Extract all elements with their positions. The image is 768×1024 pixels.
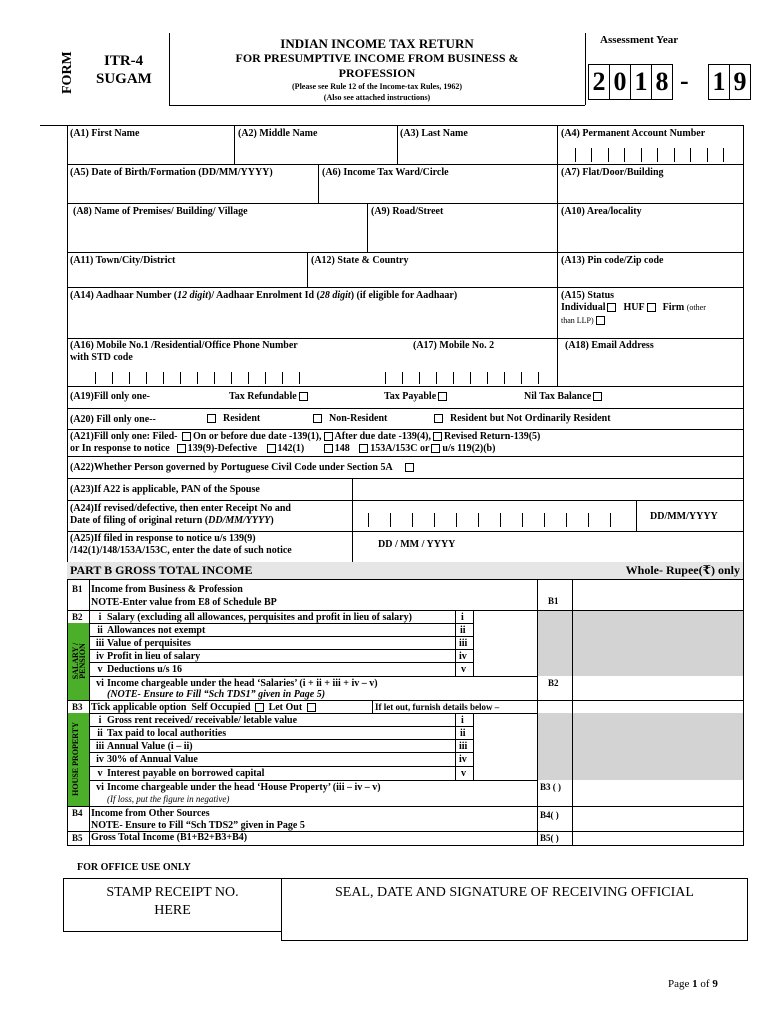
b1-text-1: Income from Business & Profession [91, 584, 243, 595]
ay-digit: 1 [708, 64, 730, 100]
a1-first-name-label: (A1) First Name [70, 128, 140, 139]
b2-row-ii: ii Allowances not exempt [97, 625, 206, 636]
a1-first-name-field[interactable] [68, 140, 233, 163]
a2-middle-name-label: (A2) Middle Name [238, 128, 318, 139]
title-line-1: INDIAN INCOME TAX RETURN [280, 36, 474, 51]
stamp-receipt-text-1: STAMP RECEIPT NO. [106, 885, 239, 900]
b3-amount-field[interactable] [573, 701, 742, 805]
b2-row-iv: iv Profit in lieu of salary [96, 651, 201, 662]
a24-label-1: (A24)If revised/defective, then enter Receipt No and [70, 503, 291, 514]
b3-row-iv: iv 30% of Annual Value [96, 754, 198, 765]
tax-refundable-checkbox[interactable] [299, 392, 308, 401]
b2-amount-field[interactable] [573, 611, 742, 700]
ay-digit: 9 [729, 64, 751, 100]
a18-email-label: (A18) Email Address [565, 340, 654, 351]
a14-aadhaar-label: (A14) Aadhaar Number (12 digit)/ Aadhaar Enrolment Id (28 digit) (if eligible for Aadhaar) [70, 290, 458, 301]
a13-pin-label: (A13) Pin code/Zip code [561, 255, 664, 266]
b2-box-label: B2 [548, 678, 559, 688]
a22-label: (A22)Whether Person governed by Portuguese Civil Code under Section 5A [70, 462, 416, 473]
b2-row-vi: vi Income chargeable under the head ‘Salaries’ (i + ii + iii + iv – v) [96, 678, 378, 689]
b3-code: B3 [72, 702, 83, 712]
a7-flat-label: (A7) Flat/Door/Building [561, 167, 664, 178]
a12-state-field[interactable] [308, 267, 556, 286]
nonresident-checkbox[interactable] [313, 414, 322, 423]
a10-area-field[interactable] [558, 220, 742, 251]
a3-last-name-field[interactable] [398, 140, 556, 163]
b5-box-label: B5( ) [540, 833, 559, 843]
b4-text-2: NOTE- Ensure to Fill “Sch TDS2” given in Page 5 [91, 820, 305, 831]
b3-row-ii: ii Tax paid to local authorities [97, 728, 227, 739]
stamp-receipt-text-2: HERE [154, 903, 191, 918]
a2-middle-name-field[interactable] [235, 140, 396, 163]
a23-label: (A23)If A22 is applicable, PAN of the Spouse [70, 484, 260, 495]
office-use-label: FOR OFFICE USE ONLY [77, 862, 191, 873]
b2-row-i: i Salary (excluding all allowances, perquisites and profit in lieu of salary) [98, 612, 412, 623]
assessment-year-label: Assessment Year [600, 34, 679, 46]
b2-row-v: v Deductions u/s 16 [97, 664, 183, 675]
a16-mobile-label: (A16) Mobile No.1 /Residential/Office Phone Number [70, 340, 298, 351]
b4-text-1: Income from Other Sources [91, 808, 210, 819]
a16-mobile-field[interactable] [68, 364, 556, 386]
a25-label-2: /142(1)/148/153A/153C, enter the date of such notice [70, 545, 292, 556]
a5-dob-label: (A5) Date of Birth/Formation (DD/MM/YYYY) [70, 167, 273, 178]
title-note-2: (Also see attached instructions) [323, 93, 431, 102]
revised-return-checkbox[interactable] [433, 432, 442, 441]
seal-signature-box [281, 878, 748, 941]
a12-state-label: (A12) State & Country [311, 255, 409, 266]
b3-ref-ii: ii [460, 728, 466, 739]
salary-side-label: SALARY / PENSION [71, 642, 87, 680]
on-before-due-checkbox[interactable] [182, 432, 191, 441]
a9-road-field[interactable] [368, 220, 556, 251]
b3-row-iii: iii Annual Value (i – ii) [95, 741, 193, 752]
defective-checkbox[interactable] [177, 444, 186, 453]
a5-dob-field[interactable] [68, 180, 317, 202]
b1-amount-field[interactable] [573, 580, 742, 609]
a24-date-field[interactable]: DD/MM/YYYY [650, 511, 718, 522]
a24-receipt-no-field[interactable] [353, 501, 635, 530]
a20-label: (A20) Fill only one-- [70, 414, 156, 425]
a4-pan-field[interactable] [558, 140, 742, 163]
a10-area-label: (A10) Area/locality [561, 206, 642, 217]
individual-checkbox[interactable] [607, 303, 616, 312]
a19-nil-balance-option[interactable]: Nil Tax Balance [524, 391, 604, 402]
seal-signature-text: SEAL, DATE AND SIGNATURE OF RECEIVING OFFICIAL [335, 885, 694, 900]
a16-mobile-label-2: with STD code [70, 352, 133, 363]
b1-text-2: NOTE-Enter value from E8 of Schedule BP [91, 597, 277, 608]
b3-ref-iv: iv [459, 754, 467, 765]
part-b-unit: Whole- Rupee(₹) only [625, 563, 740, 577]
a19-tax-payable-option[interactable]: Tax Payable [384, 391, 449, 402]
a15-status-options: Individual HUF Firm (other [561, 302, 706, 313]
a8-premises-field[interactable] [68, 220, 366, 251]
b4-amount-field[interactable] [573, 807, 742, 830]
firm-checkbox[interactable] [596, 316, 605, 325]
after-due-checkbox[interactable] [324, 432, 333, 441]
rnor-checkbox[interactable] [434, 414, 443, 423]
huf-checkbox[interactable] [647, 303, 656, 312]
a13-pin-field[interactable] [558, 267, 742, 286]
b2-row-iii: iii Value of perquisites [95, 638, 191, 649]
b3-options: Tick applicable option Self Occupied Let Out [91, 702, 318, 713]
nil-balance-checkbox[interactable] [593, 392, 602, 401]
a11-town-label: (A11) Town/City/District [70, 255, 176, 266]
b3-ref-iii: iii [459, 741, 468, 752]
a18-email-field[interactable] [558, 352, 742, 385]
a24-label-2: Date of filing of original return (DD/MM/YYYY) [70, 515, 274, 526]
b2-ref-i: i [461, 612, 464, 623]
b5-text: Gross Total Income (B1+B2+B3+B4) [91, 832, 248, 843]
ay-digit: 1 [630, 64, 652, 100]
b1-code: B1 [72, 584, 83, 594]
tax-payable-checkbox[interactable] [438, 392, 447, 401]
a4-pan-label: (A4) Permanent Account Number [561, 128, 706, 139]
house-side-label: HOUSE PROPERTY [71, 722, 80, 796]
b1-box-label: B1 [548, 596, 559, 606]
a21-line-1: (A21)Fill only one: Filed- On or before due date -139(1), After due date -139(4), Revised Return-139(5) [70, 431, 541, 442]
a23-spouse-pan-field[interactable] [353, 479, 742, 499]
a25-date-field[interactable]: DD / MM / YYYY [378, 539, 456, 550]
a15-status-label: (A15) Status [561, 290, 615, 301]
b3-note: If let out, furnish details below – [375, 702, 500, 712]
a19-tax-refundable-option[interactable]: Tax Refundable [229, 391, 310, 402]
a8-premises-label: (A8) Name of Premises/ Building/ Village [73, 206, 248, 217]
b5-amount-field[interactable] [573, 832, 742, 844]
b4-box-label: B4( ) [540, 810, 559, 820]
a19-label: (A19)Fill only one- [70, 391, 150, 402]
title-line-2: FOR PRESUMPTIVE INCOME FROM BUSINESS & [235, 51, 519, 65]
b2-ref-iv: iv [459, 651, 467, 662]
119-2b-checkbox[interactable] [431, 444, 440, 453]
b3-row-vi: vi Income chargeable under the head ‘House Property’ (iii – iv – v) [96, 782, 381, 793]
b3-note-loss: (If loss, put the figure in negative) [107, 794, 230, 804]
a20-rnor-option[interactable]: Resident but Not Ordinarily Resident [432, 413, 611, 424]
title-line-3: PROFESSION [338, 66, 416, 80]
resident-checkbox[interactable] [207, 414, 216, 423]
a20-nonresident-option[interactable]: Non-Resident [311, 413, 387, 424]
b3-box-label: B3 ( ) [540, 782, 561, 792]
ay-digit: 2 [588, 64, 610, 100]
form-word: FORM [60, 51, 75, 94]
a25-label-1: (A25)If filed in response to notice u/s 139(9) [70, 533, 256, 544]
b2-ref-v: v [461, 664, 466, 675]
b2-ref-ii: ii [460, 625, 466, 636]
b2-ref-iii: iii [459, 638, 468, 649]
a7-flat-field[interactable] [558, 180, 742, 202]
part-b-title: PART B GROSS TOTAL INCOME [70, 563, 253, 577]
let-out-checkbox[interactable] [307, 703, 316, 712]
b4-code: B4 [72, 808, 83, 818]
a15-firm-note: than LLP) [561, 315, 607, 326]
self-occupied-checkbox[interactable] [255, 703, 264, 712]
a9-road-label: (A9) Road/Street [371, 206, 444, 217]
form-sub: SUGAM [96, 71, 152, 87]
b2-note: (NOTE- Ensure to Fill “Sch TDS1” given in Page 5) [107, 689, 326, 700]
a20-resident-option[interactable]: Resident [205, 413, 260, 424]
stamp-receipt-box [63, 878, 282, 932]
a3-last-name-label: (A3) Last Name [400, 128, 468, 139]
153a-checkbox[interactable] [359, 444, 368, 453]
portuguese-code-checkbox[interactable] [405, 463, 414, 472]
a14-aadhaar-field[interactable] [68, 303, 556, 337]
a11-town-field[interactable] [68, 267, 306, 286]
a6-ward-field[interactable] [319, 180, 556, 202]
form-name: ITR-4 [104, 53, 144, 69]
title-note-1: (Please see Rule 12 of the Income-tax Rules, 1962) [292, 82, 462, 91]
b3-ref-i: i [461, 715, 464, 726]
b3-row-i: i Gross rent received/ receivable/ letable value [98, 715, 298, 726]
ay-digit: 0 [609, 64, 631, 100]
b2-code: B2 [72, 612, 83, 622]
page-number: Page 1 of 9 [668, 978, 718, 990]
a17-mobile2-label: (A17) Mobile No. 2 [413, 340, 495, 351]
a6-ward-label: (A6) Income Tax Ward/Circle [322, 167, 449, 178]
ay-dash: - [680, 66, 689, 95]
b5-code: B5 [72, 833, 83, 843]
b3-row-v: v Interest payable on borrowed capital [97, 768, 265, 779]
ay-digit: 8 [651, 64, 673, 100]
148-checkbox[interactable] [324, 444, 333, 453]
142-1-checkbox[interactable] [267, 444, 276, 453]
b3-ref-v: v [461, 768, 466, 779]
a21-line-2: or In response to notice 139(9)-Defective 142(1) 148 153A/153C or u/s 119(2)(b) [70, 443, 496, 454]
